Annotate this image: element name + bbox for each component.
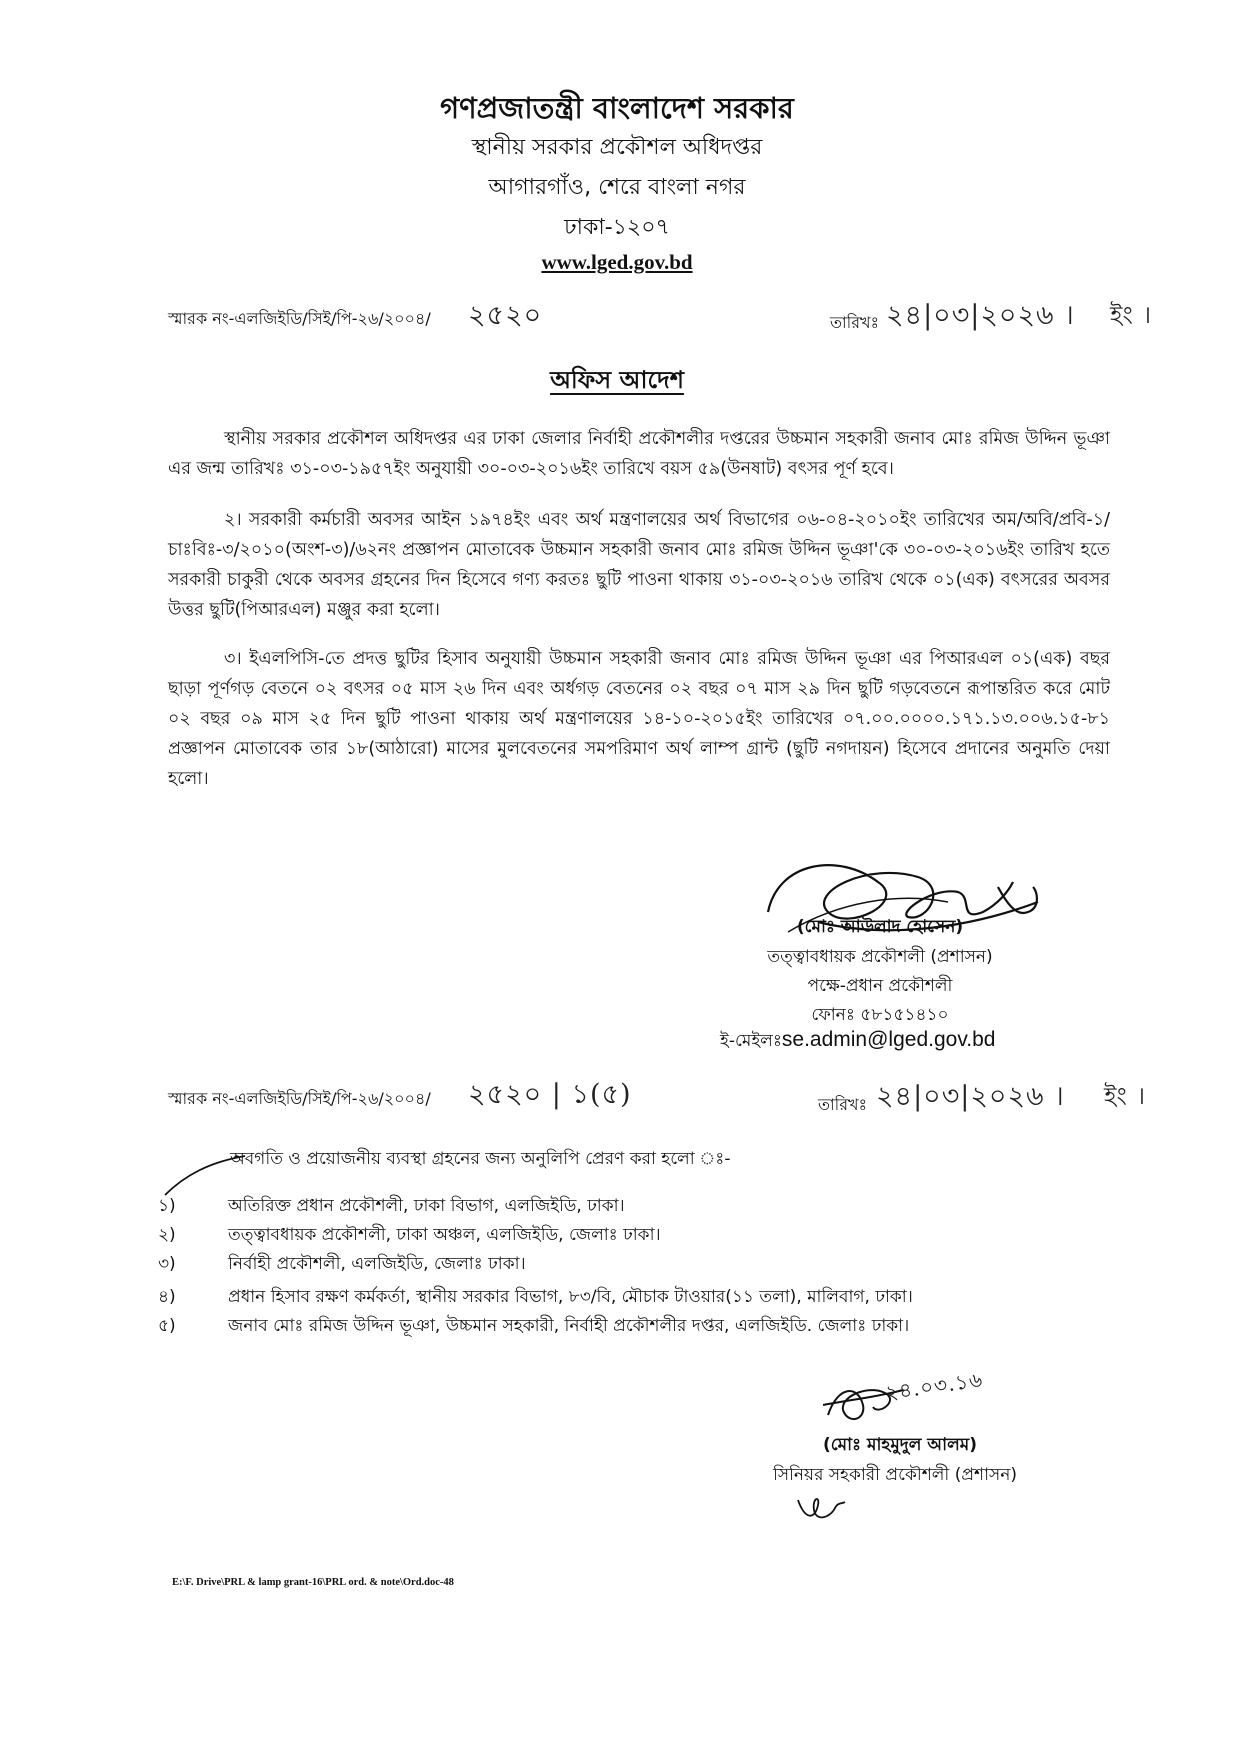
website-link[interactable]: www.lged.gov.bd — [541, 250, 693, 274]
signature-2-initial-date: ২৪.০৩.১৬ — [883, 1367, 985, 1405]
memo-ref-number-handwritten: ২৫২০ — [468, 300, 543, 331]
office-order-heading: অফিস আদেশ — [550, 366, 684, 394]
footer-file-path: E:\F. Drive\PRL & lamp grant-16\PRL ord. & note\Ord.doc-48 — [172, 1577, 454, 1588]
memo-date-suffix: ইং । — [1110, 301, 1153, 329]
office-city: ঢাকা-১২০৭ — [564, 215, 670, 240]
copy-recipient-1: ১) অতিরিক্ত প্রধান প্রকৌশলী, ঢাকা বিভাগ, এলজিইডি, ঢাকা। — [158, 1196, 625, 1216]
memo-date-label: তারিখঃ — [830, 313, 880, 332]
order-paragraph-1: স্থানীয় সরকার প্রকৌশল অধিদপ্তর এর ঢাকা জেলার নির্বাহী প্রকৌশলীর দপ্তরের উচ্চমান সহকারী জনাব মোঃ রমিজ উদ্দিন ভূঞা এর জন্ম তারিখঃ ৩১-০৩-১৯৫৭ইং অনুযায়ী ৩০-০৩-২০১৬ইং তারিখে বয়স ৫৯(উনষাট) বৎসর পূর্ণ হবে। — [168, 429, 1110, 479]
memo-date-handwritten: ২৪|০৩|২০২৬ । — [886, 300, 1075, 331]
copy-recipient-2: ২) তত্ত্বাবধায়ক প্রকৌশলী, ঢাকা অঞ্চল, এলজিইডি, জেলাঃ ঢাকা। — [158, 1225, 661, 1245]
order-paragraph-2: ২। সরকারী কর্মচারী অবসর আইন ১৯৭৪ইং এবং অর্থ মন্ত্রণালয়ের অর্থ বিভাগের ০৬-০৪-২০১০ইং তারিখের অম/অবি/প্রবি-১/চাঃবিঃ-৩/২০১০(অংশ-৩)/৬২নং প্রজ্ঞাপন মোতাবেক উচ্চমান সহকারী জনাব মোঃ রমিজ উদ্দিন ভূঞা'কে ৩০-০৩-২০১৬ইং তারিখ হতে সরকারী চাকুরী থেকে অবসর গ্রহনের দিন হিসেবে গণ্য করতঃ ছুটি পাওনা থাকায় ৩১-০৩-২০১৬ তারিখ থেকে ০১(এক) বৎসরের অবসর উত্তর ছুটি(পিআরএল) মঞ্জুর করা হলো। — [168, 510, 1110, 620]
copy-memo-date-suffix: ইং । — [1104, 1082, 1147, 1110]
copy-memo-ref-number-handwritten: ২৫২০ | ১(৫) — [468, 1079, 632, 1110]
signatory-1-email-line — [720, 1028, 995, 1056]
signatory-2-designation: সিনিয়র সহকারী প্রকৌশলী (প্রশাসন) — [772, 1465, 1018, 1485]
signatory-1-on-behalf: পক্ষে-প্রধান প্রকৌশলী — [807, 976, 953, 996]
email-address[interactable]: se.admin@lged.gov.bd — [781, 1028, 996, 1051]
order-paragraph-3: ৩। ইএলপিসি-তে প্রদত্ত ছুটির হিসাব অনুযায়ী উচ্চমান সহকারী জনাব মোঃ রমিজ উদ্দিন ভূঞা এর পিআরএল ০১(এক) বছর ছাড়া পূর্ণগড় বেতনে ০২ বৎসর ০৫ মাস ২৬ দিন এবং অর্ধগড় বেতনের ০২ বছর ০৭ মাস ২৯ দিন ছুটি গড়বেতনে রূপান্তরিত করে মোট ০২ বছর ০৯ মাস ২৫ দিন ছুটি পাওনা থাকায় অর্থ মন্ত্রণালয়ের ১৪-১০-২০১৫ইং তারিখের ০৭.০০.০০০০.১৭১.১৩.০০৬.১৫-৮১ প্রজ্ঞাপন মোতাবেক তার ১৮(আঠারো) মাসের মুলবেতনের সমপরিমাণ অর্থ লাম্প গ্রান্ট (ছুটি নগদায়ন) হিসেবে প্রদানের অনুমতি দেয়া হলো। — [168, 649, 1110, 789]
copy-recipient-4: ৪) প্রধান হিসাব রক্ষণ কর্মকর্তা, স্থানীয় সরকার বিভাগ, ৮৩/বি, মৌচাক টাওয়ার(১১ তলা), মালিবাগ, ঢাকা। — [158, 1287, 913, 1307]
memo-ref-label: স্মারক নং-এলজিইডি/সিই/পি-২৬/২০০৪/ — [168, 309, 431, 328]
signatory-2-name: (মোঃ মাহমুদুল আলম) — [823, 1435, 977, 1455]
signatory-1-name: (মোঃ আউলাদ হোসেন) — [796, 917, 964, 937]
org-title: গণপ্রজাতন্ত্রী বাংলাদেশ সরকার — [440, 91, 794, 125]
copy-recipient-5: ৫) জনাব মোঃ রমিজ উদ্দিন ভূঞা, উচ্চমান সহকারী, নির্বাহী প্রকৌশলীর দপ্তর, এলজিইডি. জেলাঃ ঢাকা। — [158, 1316, 910, 1336]
initial-mark — [790, 1490, 850, 1526]
department-name: স্থানীয় সরকার প্রকৌশল অধিদপ্তর — [471, 135, 763, 160]
copy-memo-ref-label: স্মারক নং-এলজিইডি/সিই/পি-২৬/২০০৪/ — [168, 1089, 431, 1108]
signatory-1-designation: তত্ত্বাবধায়ক প্রকৌশলী (প্রশাসন) — [767, 947, 993, 967]
copy-intro-text: অবগতি ও প্রয়োজনীয় ব্যবস্থা গ্রহনের জন্য অনুলিপি প্রেরণ করা হলো ঃ- — [230, 1149, 731, 1169]
copy-memo-date-label: তারিখঃ — [818, 1095, 868, 1114]
copy-recipient-3: ৩) নির্বাহী প্রকৌশলী, এলজিইডি, জেলাঃ ঢাকা। — [158, 1254, 526, 1274]
email-label: ই-মেইলঃ — [720, 1031, 782, 1051]
copy-memo-date-handwritten: ২৪|০৩|২০২৬ । — [876, 1081, 1065, 1112]
signatory-1-phone: ফোনঃ ৫৮১৫১৪১০ — [811, 1005, 949, 1025]
office-address: আগারগাঁও, শেরে বাংলা নগর — [488, 175, 746, 200]
